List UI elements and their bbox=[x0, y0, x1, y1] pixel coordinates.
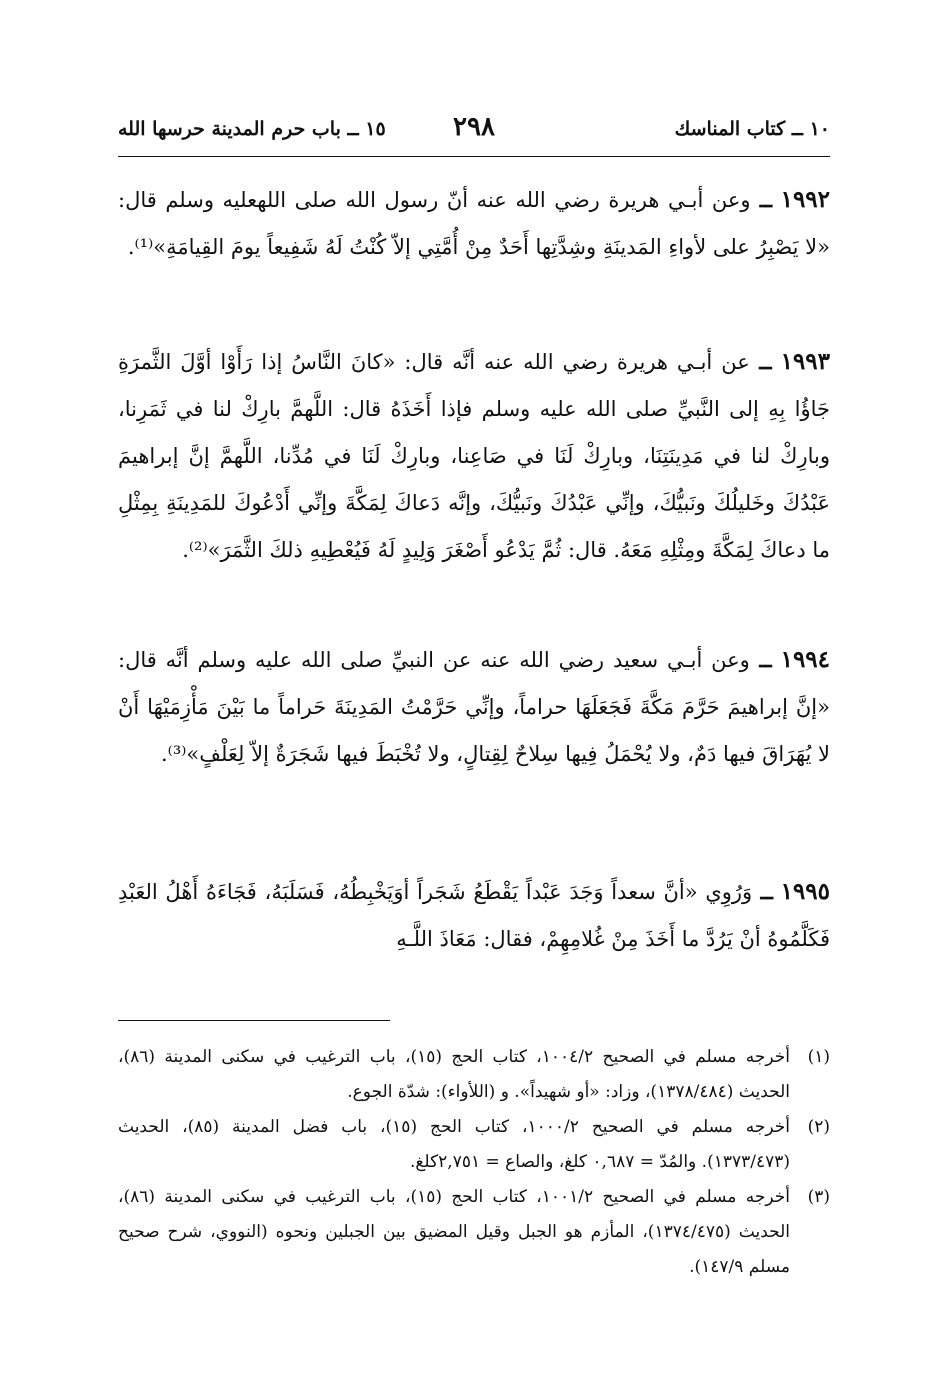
footnote-marker: (٢) bbox=[807, 1117, 830, 1137]
hadith-text: وَرُوِي «أنَّ سعداً وَجَدَ عَبْداً يَقْطَعُ شَجَراً أوَيَخْبِطُهُ، فَسَلَبَهُ، فَجَاءَهُ أَهْلُ العَبْدِ فَكَلَّمُوهُ أنْ يَرُدَّ ما أَخَذَ مِنْ غُلامِهِمْ، فقال: مَعَاذَ اللَّـهِ bbox=[118, 880, 830, 951]
footnote-3 bbox=[118, 1180, 830, 1285]
chapter-title: ١٠ ــ كتاب المناسك bbox=[674, 118, 830, 140]
footnote-marker: (١) bbox=[807, 1047, 830, 1067]
footnote-text: أخرجه مسلم في الصحيح ١٠٠٤/٢، كتاب الحج (١٥)، باب الترغيب في سكنى المدينة (٨٦)، الحديث (١٣٧٨/٤٨٤)، وزاد: «أو شهيداً». و (اللأواء): شدّة الجوع. bbox=[118, 1047, 790, 1102]
hadith-text: وعن أبـي سعيد رضي الله عنه عن النبيِّ صلى الله عليه وسلم أنَّه قال: «إنَّ إبراهيمَ حَرَّمَ مَكَّةَ فَجَعَلَهَا حراماً، وإنِّي حَرَّمْتُ المَدِينَةَ حَراماً ما بَيْنَ مَأْزِمَيْهَا أَنْ لا يُهَرَاقَ فيها دَمٌ، ولا يُحْمَلُ فِيها سِلاحٌ لِقِتالٍ، ولا تُخْبَطَ فيها شَجَرَةٌ إلاّ لِعَلْفٍ»⁽³⁾. bbox=[118, 648, 830, 766]
hadith-number: ١٩٩٣ bbox=[780, 348, 830, 375]
footnote-marker: (٣) bbox=[807, 1187, 830, 1207]
hadith-1993: ١٩٩٣ ــ عن أبـي هريرة رضي الله عنه أنَّه قال: «كانَ النَّاسُ إذا رَأَوْا أوَّلَ الثَّمرَةِ جَاؤُا بِهِ إلى النَّبيِّ صلى الله عليه وسلم فإذا أَخَذَهُ قال: اللَّهمَّ بارِكْ لنا في ثَمَرِنا، وبارِكْ لنا في مَدِينَتِنَا، وبارِكْ لَنَا في صَاعِنا، وبارِكْ لَنَا في مُدِّنا، اللَّهمَّ إنَّ إبراهيمَ عَبْدُكَ وخَليلُكَ ونَبيُّكَ، وإنِّي عَبْدُكَ ونَبيُّكَ، وإنَّه دَعاكَ لِمَكَّةَ وإنِّي أَدْعُوكَ للمَدِينَةِ بِمِثْلِ ما دعاكَ لِمَكَّةَ ومِثْلِهِ مَعَهُ. قال: ثُمَّ يَدْعُو أَصْغَرَ وَلِيدٍ لَهُ فَيُعْطِيهِ ذلكَ الثَّمَرَ»⁽²⁾. bbox=[118, 348, 830, 562]
footnote-1 bbox=[118, 1040, 830, 1110]
hadith-number: ١٩٩٥ bbox=[780, 878, 830, 905]
footnote-text: أخرجه مسلم في الصحيح ١٠٠١/٢، كتاب الحج (١٥)، باب الترغيب في سكنى المدينة (٨٦)، الحديث (١٣٧٤/٤٧٥)، المأزم هو الجبل وقيل المضيق بين الجبلين ونحوه (النووي، شرح صحيح مسلم ١٤٧/٩). bbox=[118, 1187, 790, 1277]
hadith-text: عن أبـي هريرة رضي الله عنه أنَّه قال: «كانَ النَّاسُ إذا رَأَوْا أوَّلَ الثَّمرَةِ جَاؤُا بِهِ إلى النَّبيِّ صلى الله عليه وسلم فإذا أَخَذَهُ قال: اللَّهمَّ بارِكْ لنا في ثَمَرِنا، وبارِكْ لنا في مَدِينَتِنَا، وبارِكْ لَنَا في صَاعِنا، وبارِكْ لَنَا في مُدِّنا، اللَّهمَّ إنَّ إبراهيمَ عَبْدُكَ وخَليلُكَ ونَبيُّكَ، وإنِّي عَبْدُكَ ونَبيُّكَ، وإنَّه دَعاكَ لِمَكَّةَ وإنِّي أَدْعُوكَ للمَدِينَةِ بِمِثْلِ ما دعاكَ لِمَكَّةَ ومِثْلِهِ مَعَهُ. قال: ثُمَّ يَدْعُو أَصْغَرَ وَلِيدٍ لَهُ فَيُعْطِيهِ ذلكَ الثَّمَرَ»⁽²⁾. bbox=[118, 350, 830, 562]
footnote-2 bbox=[118, 1110, 830, 1180]
footnotes bbox=[118, 1040, 830, 1285]
page-number: ٢٩٨ bbox=[453, 112, 495, 142]
running-header bbox=[118, 112, 830, 152]
book-page bbox=[118, 112, 830, 1332]
hadith-number: ١٩٩٢ bbox=[780, 186, 831, 213]
hadith-1992: ١٩٩٢ ــ وعن أبـي هريرة رضي الله عنه أنّ رسول الله صلى اللهعليه وسلم قال: «لا يَصْبِرُ على لأواءِ المَدينَةِ وشِدَّتِها أَحَدٌ مِنْ أُمَّتِي إلاّ كُنْتُ لَهُ شَفِيعاً يومَ القِيامَةِ»⁽¹⁾. bbox=[118, 186, 831, 259]
header-rule bbox=[118, 156, 830, 157]
section-title: ١٥ ــ باب حرم المدينة حرسها الله bbox=[118, 118, 386, 140]
footnote-text: أخرجه مسلم في الصحيح ١٠٠٠/٢، كتاب الحج (١٥)، باب فضل المدينة (٨٥)، الحديث (١٣٧٣/٤٧٣). والمُدّ = ٠,٦٨٧ كلغ، والصاع = ٢,٧٥١كلغ. bbox=[118, 1117, 790, 1172]
hadith-text: وعن أبـي هريرة رضي الله عنه أنّ رسول الله صلى اللهعليه وسلم قال: «لا يَصْبِرُ على لأواءِ المَدينَةِ وشِدَّتِها أَحَدٌ مِنْ أُمَّتِي إلاّ كُنْتُ لَهُ شَفِيعاً يومَ القِيامَةِ»⁽¹⁾. bbox=[118, 188, 830, 259]
footnote-rule bbox=[118, 1020, 390, 1021]
hadith-number: ١٩٩٤ bbox=[780, 646, 831, 673]
hadith-1994: ١٩٩٤ ــ وعن أبـي سعيد رضي الله عنه عن النبيِّ صلى الله عليه وسلم أنَّه قال: «إنَّ إبراهيمَ حَرَّمَ مَكَّةَ فَجَعَلَهَا حراماً، وإنِّي حَرَّمْتُ المَدِينَةَ حَراماً ما بَيْنَ مَأْزِمَيْهَا أَنْ لا يُهَرَاقَ فيها دَمٌ، ولا يُحْمَلُ فِيها سِلاحٌ لِقِتالٍ، ولا تُخْبَطَ فيها شَجَرَةٌ إلاّ لِعَلْفٍ»⁽³⁾. bbox=[118, 646, 831, 766]
hadith-1995: ١٩٩٥ ــ وَرُوِي «أنَّ سعداً وَجَدَ عَبْداً يَقْطَعُ شَجَراً أوَيَخْبِطُهُ، فَسَلَبَهُ، فَجَاءَهُ أَهْلُ العَبْدِ فَكَلَّمُوهُ أنْ يَرُدَّ ما أَخَذَ مِنْ غُلامِهِمْ، فقال: مَعَاذَ اللَّـهِ bbox=[118, 878, 830, 951]
